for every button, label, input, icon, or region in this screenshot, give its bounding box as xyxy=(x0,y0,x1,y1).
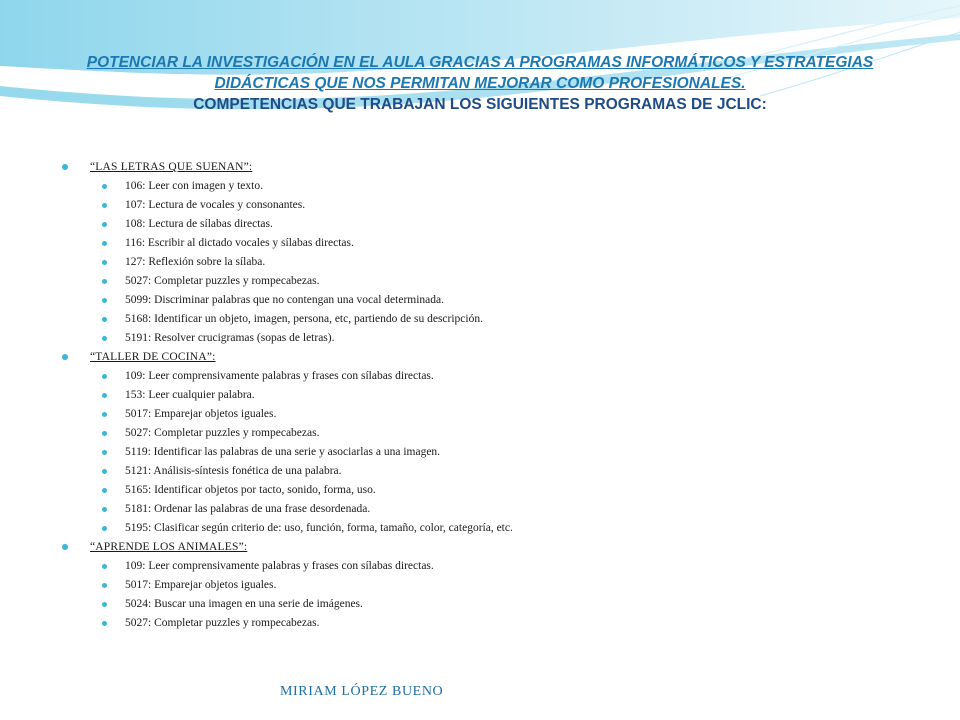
bullet-icon xyxy=(102,602,107,607)
list-item xyxy=(62,329,942,348)
list-item xyxy=(62,177,942,196)
list-item xyxy=(62,576,942,595)
list-item xyxy=(62,272,942,291)
section-heading xyxy=(62,538,942,557)
bullet-icon xyxy=(102,526,107,531)
list-item-text: 5027: Completar puzzles y rompecabezas. xyxy=(125,427,320,439)
list-item-text: 5195: Clasificar según criterio de: uso, función, forma, tamaño, color, categoría, etc. xyxy=(125,522,513,534)
list-item xyxy=(62,196,942,215)
subtitle: COMPETENCIAS QUE TRABAJAN LOS SIGUIENTES PROGRAMAS DE JCLIC: xyxy=(193,96,767,113)
title-block xyxy=(40,52,920,115)
list-item-text: 153: Leer cualquier palabra. xyxy=(125,389,255,401)
bullet-icon xyxy=(102,583,107,588)
bullet-icon xyxy=(102,431,107,436)
list-item-text: 5017: Emparejar objetos iguales. xyxy=(125,408,277,420)
bullet-icon xyxy=(102,203,107,208)
list-item-text: 106: Leer con imagen y texto. xyxy=(125,180,263,192)
list-item-text: 5181: Ordenar las palabras de una frase desordenada. xyxy=(125,503,371,515)
list-item xyxy=(62,500,942,519)
title-line-1: POTENCIAR LA INVESTIGACIÓN EN EL AULA GRACIAS A PROGRAMAS INFORMÁTICOS Y ESTRATEGIAS xyxy=(86,54,874,71)
bullet-icon xyxy=(102,469,107,474)
section-heading-text: “TALLER DE COCINA”: xyxy=(90,351,216,363)
list-item xyxy=(62,386,942,405)
bullet-icon xyxy=(102,279,107,284)
bullet-icon xyxy=(102,507,107,512)
section-heading-text: “LAS LETRAS QUE SUENAN”: xyxy=(90,161,253,173)
bullet-list xyxy=(62,158,942,633)
list-item xyxy=(62,215,942,234)
bullet-icon xyxy=(62,164,68,170)
list-item-text: 5024: Buscar una imagen en una serie de imágenes. xyxy=(125,598,363,610)
bullet-icon xyxy=(102,621,107,626)
list-item-text: 5027: Completar puzzles y rompecabezas. xyxy=(125,275,320,287)
section-heading xyxy=(62,348,942,367)
list-item xyxy=(62,557,942,576)
list-item-text: 107: Lectura de vocales y consonantes. xyxy=(125,199,306,211)
bullet-icon xyxy=(62,544,68,550)
list-item xyxy=(62,291,942,310)
bullet-icon xyxy=(102,298,107,303)
list-item xyxy=(62,443,942,462)
list-item-text: 5119: Identificar las palabras de una serie y asociarlas a una imagen. xyxy=(125,446,441,458)
bullet-icon xyxy=(102,336,107,341)
list-item xyxy=(62,481,942,500)
list-item-text: 5168: Identificar un objeto, imagen, persona, etc, partiendo de su descripción. xyxy=(125,313,483,325)
list-item xyxy=(62,424,942,443)
bullet-icon xyxy=(102,260,107,265)
bullet-icon xyxy=(102,374,107,379)
list-item xyxy=(62,519,942,538)
list-item-text: 5017: Emparejar objetos iguales. xyxy=(125,579,277,591)
list-item-text: 116: Escribir al dictado vocales y sílabas directas. xyxy=(125,237,354,249)
author-footer: MIRIAM LÓPEZ BUENO xyxy=(280,684,444,699)
list-item xyxy=(62,253,942,272)
list-item-text: 108: Lectura de sílabas directas. xyxy=(125,218,273,230)
list-item-text: 109: Leer comprensivamente palabras y frases con sílabas directas. xyxy=(125,370,434,382)
section-heading xyxy=(62,158,942,177)
list-item xyxy=(62,310,942,329)
bullet-icon xyxy=(102,412,107,417)
bullet-icon xyxy=(102,393,107,398)
list-item xyxy=(62,367,942,386)
title-line-2: DIDÁCTICAS QUE NOS PERMITAN MEJORAR COMO PROFESIONALES. xyxy=(214,75,746,92)
bullet-icon xyxy=(102,488,107,493)
list-item xyxy=(62,462,942,481)
section-heading-text: “APRENDE LOS ANIMALES”: xyxy=(90,541,248,553)
list-item-text: 5027: Completar puzzles y rompecabezas. xyxy=(125,617,320,629)
list-item-text: 5165: Identificar objetos por tacto, sonido, forma, uso. xyxy=(125,484,376,496)
bullet-icon xyxy=(102,222,107,227)
list-item-text: 127: Reflexión sobre la sílaba. xyxy=(125,256,266,268)
list-item xyxy=(62,614,942,633)
list-item-text: 5121: Análisis-síntesis fonética de una palabra. xyxy=(125,465,342,477)
list-item-text: 109: Leer comprensivamente palabras y frases con sílabas directas. xyxy=(125,560,434,572)
bullet-icon xyxy=(102,184,107,189)
list-item xyxy=(62,234,942,253)
bullet-icon xyxy=(102,317,107,322)
bullet-icon xyxy=(102,450,107,455)
list-item-text: 5099: Discriminar palabras que no contengan una vocal determinada. xyxy=(125,294,445,306)
list-item xyxy=(62,595,942,614)
bullet-icon xyxy=(102,564,107,569)
bullet-icon xyxy=(62,354,68,360)
bullet-icon xyxy=(102,241,107,246)
list-item-text: 5191: Resolver crucigramas (sopas de letras). xyxy=(125,332,335,344)
list-item xyxy=(62,405,942,424)
